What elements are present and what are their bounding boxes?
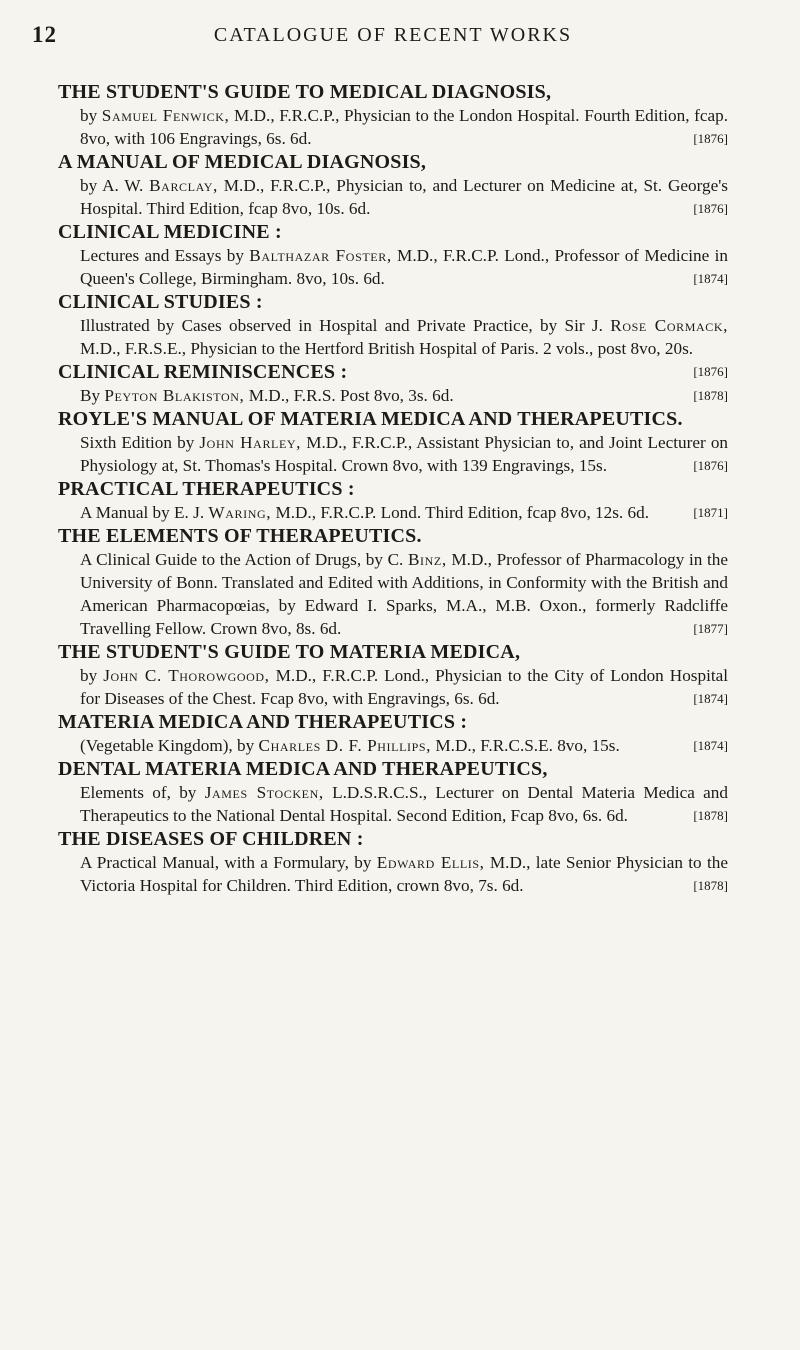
- entry-description: [80, 548, 728, 640]
- entry-description: [80, 664, 728, 710]
- entry-text-detail: M.D., F.R.C.P., Physician to, and Lecturer on Medicine at, St. George's Hospital. Third Edition, fcap 8vo, 10s. 6d.: [80, 176, 728, 218]
- entry-author: Samuel Fenwick,: [101, 106, 230, 125]
- entry-date: [1877]: [693, 621, 728, 636]
- entry-title: THE DISEASES OF CHILDREN :: [58, 828, 364, 850]
- entry-author: John Harley,: [199, 433, 302, 452]
- entry-text-lead: A Manual by E. J.: [80, 503, 209, 522]
- entry-text-detail: M.D., Professor of Pharmacology in the University of Bonn. Translated and Edited with Additions, in Conformity with the British and American Pharmacopœias, by Edward I. Sparks, M.A., M.B. Oxon., formerly Radcliffe Travelling Fellow. Crown 8vo, 8s. 6d.: [80, 550, 728, 638]
- entry-date: [1874]: [693, 271, 728, 286]
- entry-text-lead: A Clinical Guide to the Action of Drugs, by C.: [80, 550, 408, 569]
- entry-text-detail: M.D., late Senior Physician to the Victoria Hospital for Children. Third Edition, crown 8vo, 7s. 6d.: [80, 853, 728, 895]
- entry-title: CLINICAL STUDIES :: [58, 291, 263, 313]
- entry-title: THE STUDENT'S GUIDE TO MEDICAL DIAGNOSIS,: [58, 81, 552, 103]
- entry-description: [80, 851, 728, 897]
- entry-title: PRACTICAL THERAPEUTICS :: [58, 478, 355, 500]
- catalogue-entry: [58, 360, 728, 407]
- entry-list: [58, 80, 728, 897]
- entry-text-detail: M.D., F.R.C.P., Assistant Physician to, and Joint Lecturer on Physiology at, St. Thomas's Hospital. Crown 8vo, with 139 Engravings, 15s.: [80, 433, 729, 475]
- entry-text-detail: M.D., F.R.C.P., Physician to the London Hospital. Fourth Edition, fcap. 8vo, with 106 Engravings, 6s. 6d.: [80, 106, 728, 148]
- entry-title: DENTAL MATERIA MEDICA AND THERAPEUTICS,: [58, 758, 548, 780]
- catalogue-entry: [58, 220, 728, 290]
- entry-description: [80, 104, 728, 150]
- entry-author: James Stocken,: [204, 783, 324, 802]
- entry-text-lead: by: [80, 106, 102, 125]
- entry-date: [1878]: [693, 878, 728, 893]
- entry-text-lead: Illustrated by Cases observed in Hospital and Private Practice, by Sir J.: [80, 316, 611, 335]
- entry-text-lead: A Practical Manual, with a Formulary, by: [80, 853, 377, 872]
- catalogue-entry: [58, 757, 728, 827]
- catalogue-entry: [58, 710, 728, 757]
- catalogue-entry: [58, 150, 728, 220]
- entry-description: [80, 174, 728, 220]
- entry-text-detail: M.D., F.R.C.S.E. 8vo, 15s.: [431, 736, 620, 755]
- entry-title: CLINICAL MEDICINE :: [58, 221, 282, 243]
- running-head: [32, 18, 728, 58]
- catalogue-entry: [58, 80, 728, 150]
- entry-text-detail: M.D., F.R.C.P. Lond. Third Edition, fcap 8vo, 12s. 6d.: [271, 503, 650, 522]
- entry-date: [1876]: [693, 458, 728, 473]
- entry-text-lead: Sixth Edition by: [80, 433, 200, 452]
- catalogue-entry: [58, 827, 728, 897]
- entry-text-detail: M.D., F.R.S.E., Physician to the Hertford British Hospital of Paris. 2 vols., post 8vo, 20s.: [80, 339, 694, 358]
- entry-text-lead: Lectures and Essays by: [80, 246, 250, 265]
- catalogue-entry: [58, 477, 728, 524]
- entry-author: Peyton Blakiston,: [104, 386, 245, 405]
- entry-author: John C. Thorowgood,: [103, 666, 270, 685]
- entry-description: [80, 781, 728, 827]
- entry-text-lead: by A. W.: [80, 176, 150, 195]
- catalogue-entry: [58, 407, 728, 477]
- entry-text-detail: M.D., F.R.C.P. Lond., Professor of Medicine in Queen's College, Birmingham. 8vo, 10s. 6d.: [80, 246, 728, 288]
- entry-date: [1876]: [693, 201, 728, 216]
- entry-author: Rose Cormack,: [610, 316, 729, 335]
- entry-text-detail: L.D.S.R.C.S., Lecturer on Dental Materia Medica and Therapeutics to the National Dental Hospital. Second Edition, Fcap 8vo, 6s. 6d.: [80, 783, 728, 825]
- entry-date: [1876]: [693, 131, 728, 146]
- entry-title: ROYLE'S MANUAL OF MATERIA MEDICA AND THERAPEUTICS.: [58, 408, 683, 430]
- entry-text-lead: by: [80, 666, 104, 685]
- entry-date: [1874]: [693, 691, 728, 706]
- entry-date: [1878]: [693, 808, 728, 823]
- page-number: 12: [32, 22, 57, 47]
- catalogue-entry: [58, 524, 728, 640]
- entry-author: Barclay,: [149, 176, 218, 195]
- entry-title: A MANUAL OF MEDICAL DIAGNOSIS,: [58, 151, 427, 173]
- entry-date: [1871]: [693, 505, 728, 520]
- entry-author: Waring,: [208, 503, 272, 522]
- entry-title: THE ELEMENTS OF THERAPEUTICS.: [58, 525, 422, 547]
- entry-date: [1874]: [693, 738, 728, 753]
- entry-author: Charles D. F. Phillips,: [258, 736, 432, 755]
- entry-description: [80, 734, 728, 757]
- entry-description: [80, 501, 728, 524]
- entry-text-lead: By: [80, 386, 105, 405]
- entry-description: [80, 384, 728, 407]
- entry-date: [1876]: [693, 364, 728, 379]
- entry-author: Binz,: [407, 550, 447, 569]
- entry-text-lead: Elements of, by: [80, 783, 205, 802]
- entry-title: THE STUDENT'S GUIDE TO MATERIA MEDICA,: [58, 641, 521, 663]
- entry-text-lead: (Vegetable Kingdom), by: [80, 736, 259, 755]
- entry-title: CLINICAL REMINISCENCES :: [58, 361, 348, 383]
- entry-title: MATERIA MEDICA AND THERAPEUTICS :: [58, 711, 468, 733]
- entry-text-detail: M.D., F.R.S. Post 8vo, 3s. 6d.: [244, 386, 454, 405]
- catalogue-entry: [58, 640, 728, 710]
- entry-description: [80, 244, 728, 290]
- entry-date: [1878]: [693, 388, 728, 403]
- entry-author: Balthazar Foster,: [249, 246, 392, 265]
- entry-text-detail: M.D., F.R.C.P. Lond., Physician to the City of London Hospital for Diseases of the Chest. Fcap 8vo, with Engravings, 6s. 6d.: [80, 666, 729, 708]
- running-title: CATALOGUE OF RECENT WORKS: [213, 24, 573, 46]
- entry-author: Edward Ellis,: [376, 853, 485, 872]
- entry-description: [80, 431, 728, 477]
